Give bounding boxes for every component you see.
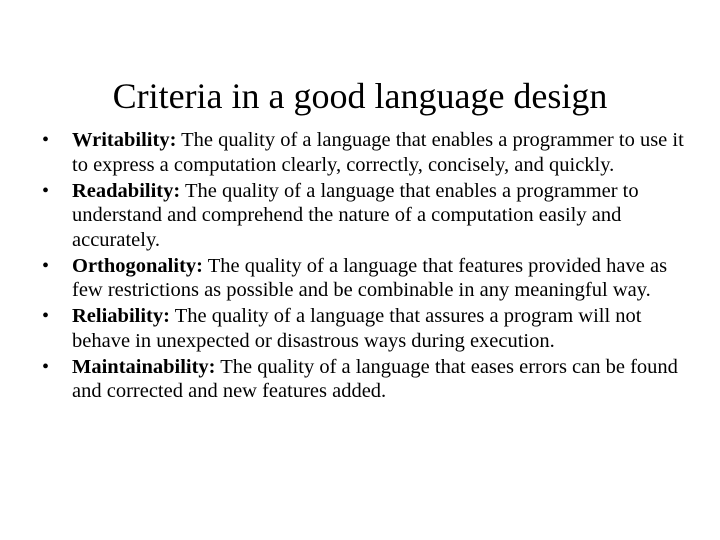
bullet-text: The quality of a language that features provided have as few restrictions as possible and be combinable in any meaningful way. [72, 254, 668, 301]
bullet-text: The quality of a language that assures a program will not behave in unexpected or disastrous ways during execution. [72, 305, 642, 352]
bullet-term: Orthogonality: [72, 254, 203, 277]
bullet-item-reliability [40, 304, 700, 353]
bullet-icon: • [42, 179, 50, 202]
bullet-text: The quality of a language that eases errors can be found and corrected and new features added. [72, 355, 678, 402]
slide-title: Criteria in a good language design [112, 76, 608, 116]
bullet-term: Readability: [72, 179, 181, 202]
bullet-icon: • [42, 355, 50, 378]
bullet-text: The quality of a language that enables a programmer to use it to express a computation clearly, correctly, concisely, and quickly. [72, 129, 684, 176]
bullet-item-readability [40, 179, 700, 253]
bullet-icon: • [42, 129, 50, 151]
bullet-item-writability [40, 128, 700, 177]
bullet-icon: • [42, 305, 50, 327]
bullet-term: Reliability: [72, 305, 170, 327]
bullet-text: The quality of a language that enables a programmer to understand and comprehend the nature of a computation easily and accurately. [72, 179, 639, 251]
bullet-term: Writability: [72, 129, 177, 151]
bullet-icon: • [42, 254, 50, 277]
bullet-item-orthogonality [40, 254, 700, 303]
bullet-item-maintainability [40, 355, 700, 404]
bullet-term: Maintainability: [72, 355, 216, 378]
bullet-list [40, 128, 700, 404]
